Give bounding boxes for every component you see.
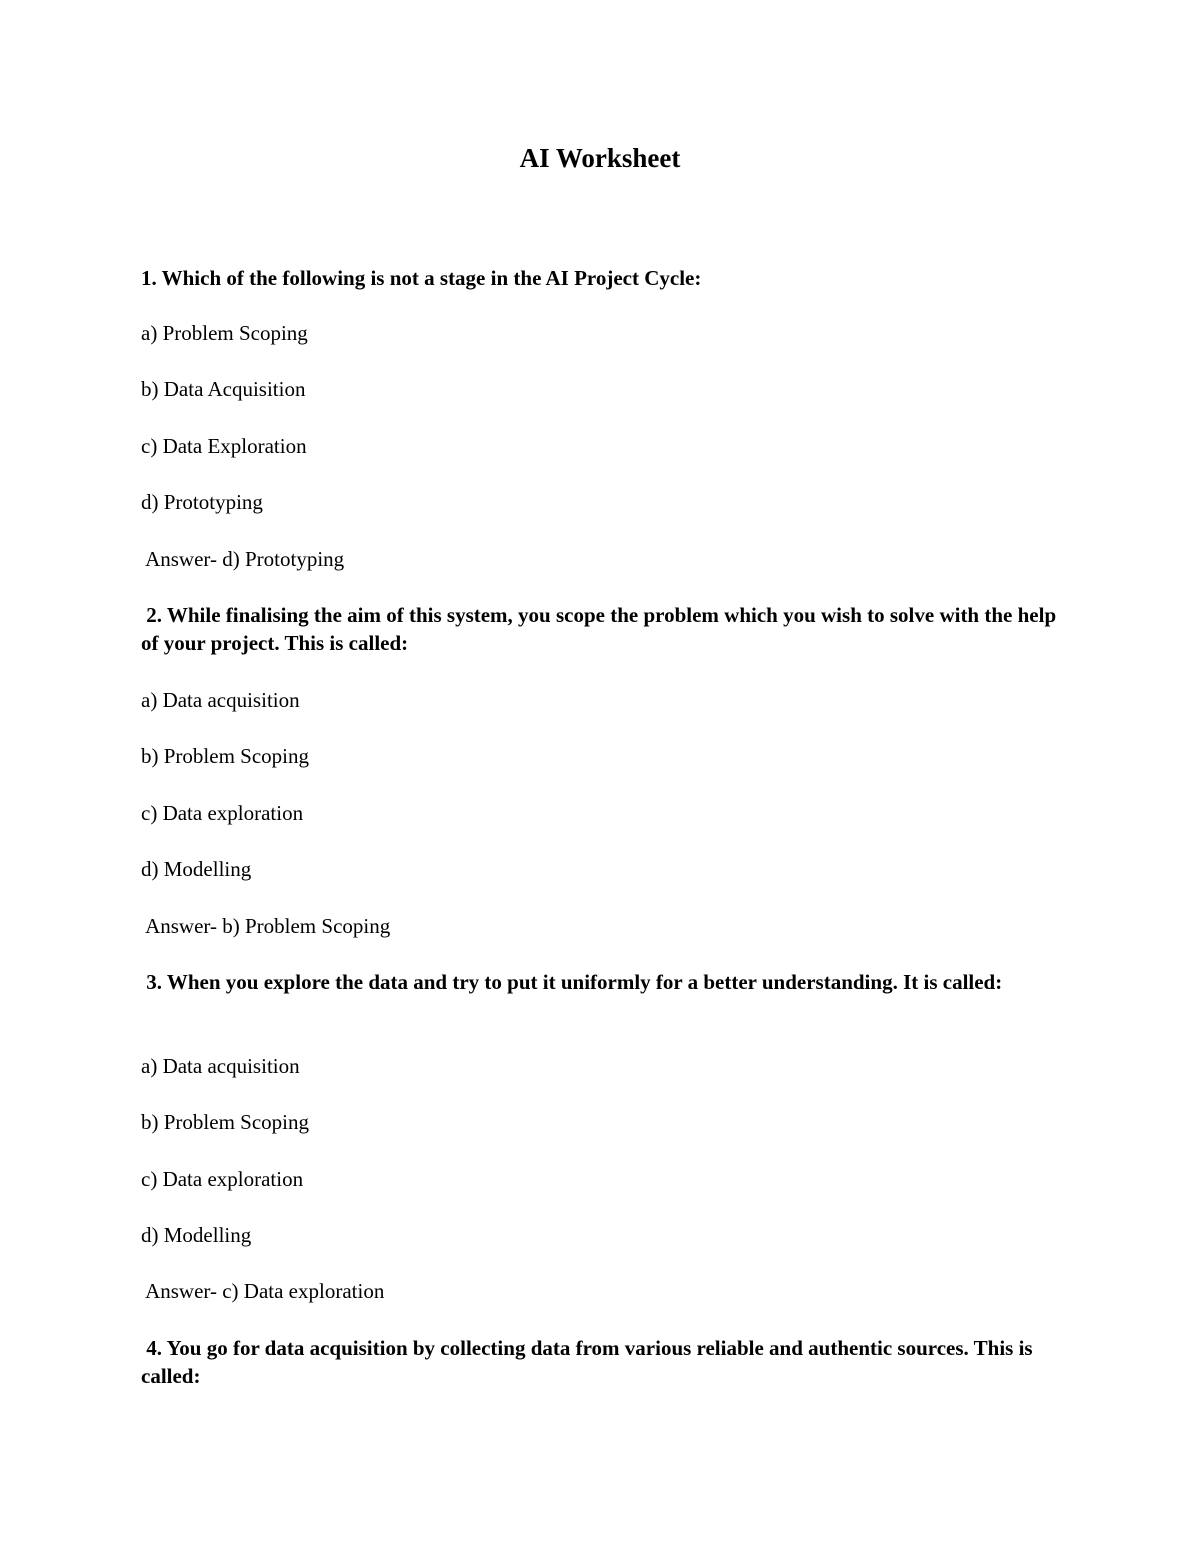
question-3-option-b: b) Problem Scoping [141,1110,309,1134]
page-title: AI Worksheet [519,143,681,173]
question-3-option-a: a) Data acquisition [141,1054,300,1078]
question-2-answer: Answer- b) Problem Scoping [141,914,391,938]
question-2-option-b: b) Problem Scoping [141,744,309,768]
question-3-answer: Answer- c) Data exploration [141,1279,385,1303]
question-3-option-d: d) Modelling [141,1223,252,1247]
question-1-option-d: d) Prototyping [141,490,263,514]
question-4-text: 4. You go for data acquisition by collecting data from various reliable and authentic sources. This is called: [141,1336,1038,1388]
question-1-answer: Answer- d) Prototyping [141,547,345,571]
question-2-text: 2. While finalising the aim of this system, you scope the problem which you wish to solve with the help of your project. This is called: [141,603,1062,655]
question-2-option-a: a) Data acquisition [141,688,300,712]
question-3-text: 3. When you explore the data and try to put it uniformly for a better understanding. It is called: [141,970,1003,994]
question-3-option-c: c) Data exploration [141,1167,304,1191]
question-1-text: 1. Which of the following is not a stage in the AI Project Cycle: [141,266,702,290]
question-1-option-b: b) Data Acquisition [141,377,306,401]
question-2-option-c: c) Data exploration [141,801,304,825]
question-1-option-c: c) Data Exploration [141,434,307,458]
question-1-option-a: a) Problem Scoping [141,321,308,345]
question-2-option-d: d) Modelling [141,857,252,881]
